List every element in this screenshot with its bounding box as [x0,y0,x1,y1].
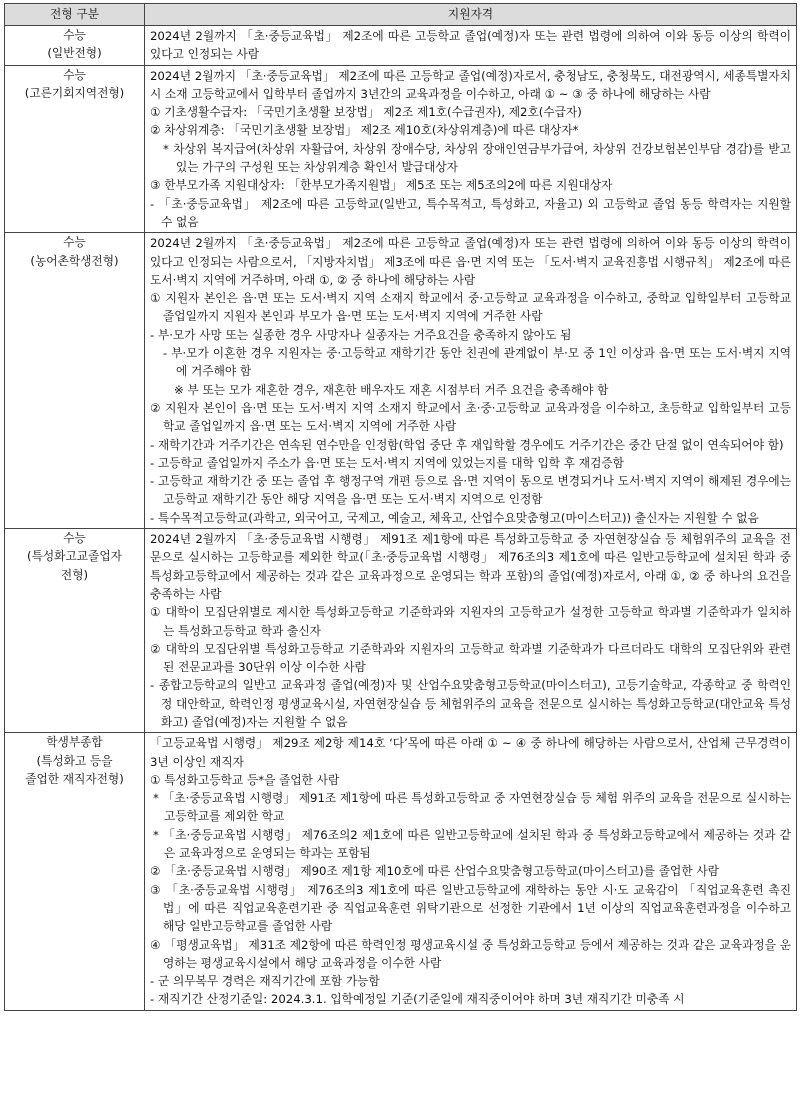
table-header-row [5,4,797,26]
qualification-line: * 차상위 복지급여(차상위 자활급여, 차상위 장애수당, 차상위 장애인연금부가급여, 차상위 건강보험본인부담 경감)를 받고 있는 가구의 구성원 또는 차상위계층 확인서 발급대상자 [163,141,791,175]
qualification-line: - 종합고등학교의 일반고 교육과정 졸업(예정)자 및 산업수요맞춤형고등학교(마이스터고), 고등기술학교, 각종학교 중 학력인정 대안학교, 학력인정 평생교육시설, 자연현장실습 등 체험위주의 교육을 전문으로 실시하는 특성화고등학교(대안교육 특성화고) 졸업(예정)자는 지원할 수 없음 [150,678,791,729]
admission-type-cell [5,733,145,1010]
qualification-line: * 「초·중등교육법 시행령」 제91조 제1항에 따른 특성화고등학교 중 자연현장실습 등 체험 위주의 교육을 전문으로 실시하는 고등학교를 제외한 학교 [153,791,791,824]
admission-type-label: 학생부종합 [46,735,103,750]
qualification-line: 2024년 2월까지 「초·중등교육법」 제2조에 따른 고등학교 졸업(예정)자로서, 충청남도, 충청북도, 대전광역시, 세종특별자치시 소재 고등학교에서 입학부터 졸업까지 3년간의 교육과정을 이수하고, 아래 ① ~ ③ 중 하나에 해당하는 사람 [150,68,791,101]
admission-type-cell [5,65,145,233]
table-row [5,733,797,1010]
qualification-line: - 고등학교 졸업일까지 주소가 읍·면 또는 도서·벽지 지역에 있었는지를 대학 입학 후 재검증함 [150,455,624,470]
qualification-line: - 재학기간과 거주기간은 연속된 연수만을 인정함(학업 중단 후 재입학할 경우에도 거주기간은 중간 단절 없이 연속되어야 함) [150,437,784,452]
admission-type-label: 수능 [63,531,86,546]
table-row [5,26,797,66]
qualification-line: - 특수목적고등학교(과학고, 외국어고, 국제고, 예술고, 체육고, 산업수요맞춤형고(마이스터고)) 출신자는 지원할 수 없음 [150,510,759,525]
admission-type-label: (특성화고교졸업자 [27,549,122,564]
qualification-line: - 부·모가 이혼한 경우 지원자는 중·고등학교 재학기간 동안 친권에 관계없이 부·모 중 1인 이상과 읍·면 또는 도서·벽지 지역에 거주해야 함 [163,346,791,379]
admission-type-label: 수능 [63,67,86,82]
qualification-cell [145,65,797,233]
qualification-line: ② 「초·중등교육법 시행령」 제90조 제1항 제10호에 따른 산업수요맞춤형고등학교(마이스터고)를 졸업한 사람 [150,864,719,879]
qualification-line: ② 대학의 모집단위별 특성화고등학교 기준학과와 지원자의 고등학교 학과별 기준학과가 다르더라도 대학의 모집단위와 관련된 전문교과를 30단위 이상 이수한 사람 [150,641,791,675]
qualification-line: - 재직기간 산정기준일: 2024.3.1. 입학예정일 기준(기준일에 재직중이어야 하며 3년 재직기간 미충족 시 [150,992,685,1007]
qualification-line: 2024년 2월까지 「초·중등교육법」 제2조에 따른 고등학교 졸업(예정)자 또는 관련 법령에 의하여 이와 동등 이상의 학력이 있다고 인정되는 사람 [150,29,791,62]
table-row [5,65,797,233]
eligibility-table [4,3,797,1011]
table-row [5,233,797,529]
admission-type-label: 졸업한 재직자전형) [25,771,124,786]
qualification-line: ※ 부 또는 모가 재혼한 경우, 재혼한 배우자도 재혼 시점부터 거주 요건을 충족해야 함 [174,382,609,397]
admission-type-label: (특성화고 등을 [36,753,113,768]
qualification-line: - 「초·중등교육법」 제2조에 따른 고등학교(일반고, 특수목적고, 특성화고, 자율고) 외 고등학교 졸업 동등 학력자는 지원할 수 없음 [150,196,791,229]
admission-type-label: 수능 [63,28,86,42]
admission-type-label: 수능 [63,235,86,250]
admission-type-label: (농어촌학생전형) [30,253,119,268]
qualification-line: - 부·모가 사망 또는 실종한 경우 사망자나 실종자는 거주요건을 충족하지 않아도 됨 [150,327,572,342]
qualification-line: - 고등학교 재학기간 중 또는 졸업 후 행정구역 개편 등으로 읍·면 지역이 동으로 변경되거나 도서·벽지 지역이 해제된 경우에는 고등학교 재학기간 동안 해당 지역을 읍·면 또는 도서·벽지 지역으로 인정함 [150,474,791,507]
admission-type-cell [5,529,145,733]
admission-type-cell [5,233,145,529]
qualification-line: ③ 한부모가족 지원대상자: 「한부모가족지원법」 제5조 또는 제5조의2에 따른 지원대상자 [150,178,613,193]
qualification-line: 2024년 2월까지 「초·중등교육법」 제2조에 따른 고등학교 졸업(예정)자 또는 관련 법령에 의하여 이와 동등 이상의 학력이 있다고 인정되는 사람으로서, 「지방자치법」 제3조에 따른 읍·면 지역 또는 「도서·벽지 교육진흥법 시행규칙」 제2조에 따른 도서·벽지 지역에 거주하며, 아래 ①, ② 중 하나에 해당하는 사람 [150,236,791,287]
qualification-line: ① 지원자 본인은 읍·면 또는 도서·벽지 지역 소재지 학교에서 중·고등학교 교육과정을 이수하고, 중학교 입학일부터 고등학교 졸업일까지 지원자 본인과 부모가 읍·면 또는 도서·벽지 지역에 거주한 사람 [150,291,791,324]
qualification-cell [145,733,797,1010]
header-type: 전형 구분 [5,4,145,26]
qualification-line: 「고등교육법 시행령」 제29조 제2항 제14호 ‘다’목에 따른 아래 ① ~ ④ 중 하나에 해당하는 사람으로서, 산업체 근무경력이 3년 이상인 재직자 [150,736,791,769]
qualification-line: ② 차상위계층: 「국민기초생활 보장법」 제2조 제10호(차상위계층)에 따른 대상자* [150,123,579,138]
qualification-line: - 군 의무복무 경력은 재직기간에 포함 가능함 [150,974,380,989]
qualification-line: * 「초·중등교육법 시행령」 제76조의2 제1호에 따른 일반고등학교에 설치된 학과 중 특성화고등학교에서 제공하는 것과 같은 교육과정으로 운영되는 학과는 포함됨 [153,827,791,861]
qualification-line: ③ 「초·중등교육법 시행령」 제76조의3 제1호에 따른 일반고등학교에 재학하는 동안 시·도 교육감이 「직업교육훈련 촉진법」에 따른 직업교육훈련기관 중 직업교육훈련 위탁기관으로 선정한 기관에서 1년 이상의 직업교육훈련과정을 이수하고 해당 일반고등학교를 졸업한 사람 [150,882,791,934]
qualification-line: ① 대학이 모집단위별로 제시한 특성화고등학교 기준학과와 지원자의 고등학교가 설정한 고등학교 학과별 기준학과가 일치하는 특성화고등학교 학과 출신자 [150,605,791,638]
admission-type-cell [5,26,145,66]
qualification-line: 2024년 2월까지 「초·중등교육법 시행령」 제91조 제1항에 따른 특성화고등학교 중 자연현장실습 등 체험위주의 교육을 전문으로 실시하는 고등학교를 제외한 학교(「초·중등교육법 시행령」 제76조의3 제1호에 따른 일반고등학교에 설치된 학과 중 특성화고등학교에서 제공하는 것과 같은 교육과정으로 운영되는 학과 포함)의 졸업(예정)자로서, 아래 ①, ② 중 하나의 요건을 충족하는 사람 [150,532,791,601]
admission-type-label: (고른기회지역전형) [24,85,125,100]
header-qualification: 지원자격 [145,4,797,26]
qualification-cell [145,26,797,66]
admission-type-label: (일반전형) [47,46,102,61]
qualification-line: ④ 「평생교육법」 제31조 제2항에 따른 학력인정 평생교육시설 중 특성화고등학교 등에서 제공하는 것과 같은 교육과정을 운영하는 평생교육시설에서 해당 교육과정을 이수한 사람 [150,937,791,970]
table-row [5,529,797,733]
admission-type-label: 전형) [60,567,89,582]
qualification-cell [145,233,797,529]
qualification-line: ① 기초생활수급자: 「국민기초생활 보장법」 제2조 제1호(수급권자), 제2호(수급자) [150,105,582,120]
qualification-line: ② 지원자 본인이 읍·면 또는 도서·벽지 지역 소재지 학교에서 초·중·고등학교 교육과정을 이수하고, 초등학교 입학일부터 고등학교 졸업일까지 읍·면 또는 도서·벽지 지역에 거주한 사람 [150,400,791,434]
qualification-cell [145,529,797,733]
qualification-line: ① 특성화고등학교 등*을 졸업한 사람 [150,772,340,787]
